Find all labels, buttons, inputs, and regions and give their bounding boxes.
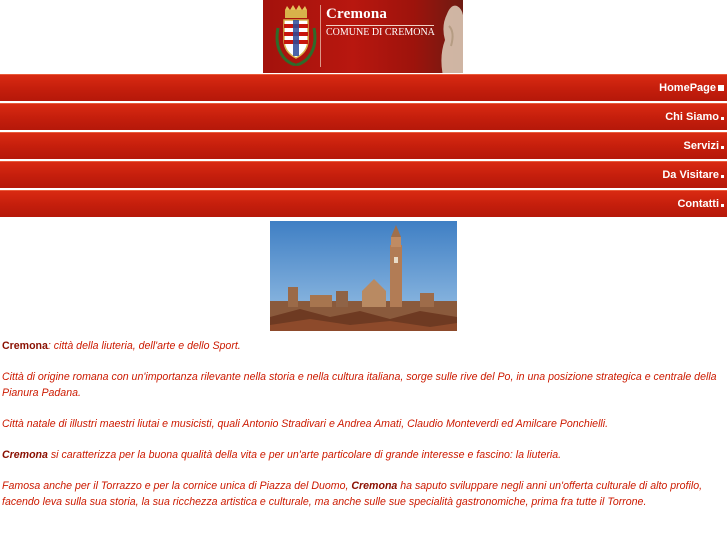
quality-paragraph xyxy=(2,447,724,463)
square-bullet-icon xyxy=(721,146,724,149)
nav-item-servizi[interactable] xyxy=(0,132,727,159)
musicians-paragraph: Città natale di illustri maestri liutai e musicisti, quali Antonio Stradivari e Andrea Amati, Claudio Monteverdi ed Amilcare Ponchielli. xyxy=(2,418,609,430)
statue-image xyxy=(429,0,463,73)
nav-item-contatti[interactable] xyxy=(0,190,727,217)
nav-label: Chi Siamo xyxy=(665,111,719,123)
main-nav xyxy=(0,74,727,217)
intro-text: : città della liuteria, dell'arte e dello Sport. xyxy=(47,340,241,352)
main-content xyxy=(2,338,724,525)
header xyxy=(0,0,727,74)
square-bullet-icon xyxy=(721,204,724,207)
city-name: Cremona xyxy=(2,340,48,352)
quality-text: si caratterizza per la buona qualità della vita e per un'arte particolare di grande interesse e fascino: la liuteria. xyxy=(47,449,562,461)
banner-rule xyxy=(326,25,434,26)
nav-label: HomePage xyxy=(659,82,716,94)
city-name: Cremona xyxy=(351,480,398,492)
banner-title: Cremona xyxy=(326,6,388,22)
nav-item-homepage[interactable] xyxy=(0,74,727,101)
nav-label: Servizi xyxy=(683,140,719,152)
city-photo xyxy=(270,221,457,331)
city-name: Cremona xyxy=(2,449,48,461)
coat-of-arms-icon xyxy=(272,4,320,68)
site-banner[interactable] xyxy=(263,0,463,73)
nav-item-da-visitare[interactable] xyxy=(0,161,727,188)
square-bullet-icon xyxy=(718,85,724,91)
banner-subtitle: COMUNE DI CREMONA xyxy=(326,27,435,38)
nav-label: Contatti xyxy=(677,198,719,210)
culture-text-before: Famosa anche per il Torrazzo e per la cornice unica di Piazza del Duomo, xyxy=(2,480,352,492)
square-bullet-icon xyxy=(721,175,724,178)
nav-label: Da Visitare xyxy=(662,169,719,181)
history-paragraph: Città di origine romana con un'importanza rilevante nella storia e nella cultura italiana, sorge sulle rive del Po, in una posizione strategica e centrale della Pianura Padana. xyxy=(2,371,717,399)
culture-paragraph xyxy=(2,478,724,510)
intro-paragraph xyxy=(2,338,724,354)
square-bullet-icon xyxy=(721,117,724,120)
banner-divider xyxy=(320,5,321,67)
culture-text-after: ha saputo sviluppare negli anni un'offerta culturale di alto profilo, facendo leva sulla sua storia, la sua ricchezza artistica e culturale, ma anche sulle sue specialità gastronomiche, prima fra tutte il Torrone. xyxy=(2,480,703,508)
nav-item-chi-siamo[interactable] xyxy=(0,103,727,130)
